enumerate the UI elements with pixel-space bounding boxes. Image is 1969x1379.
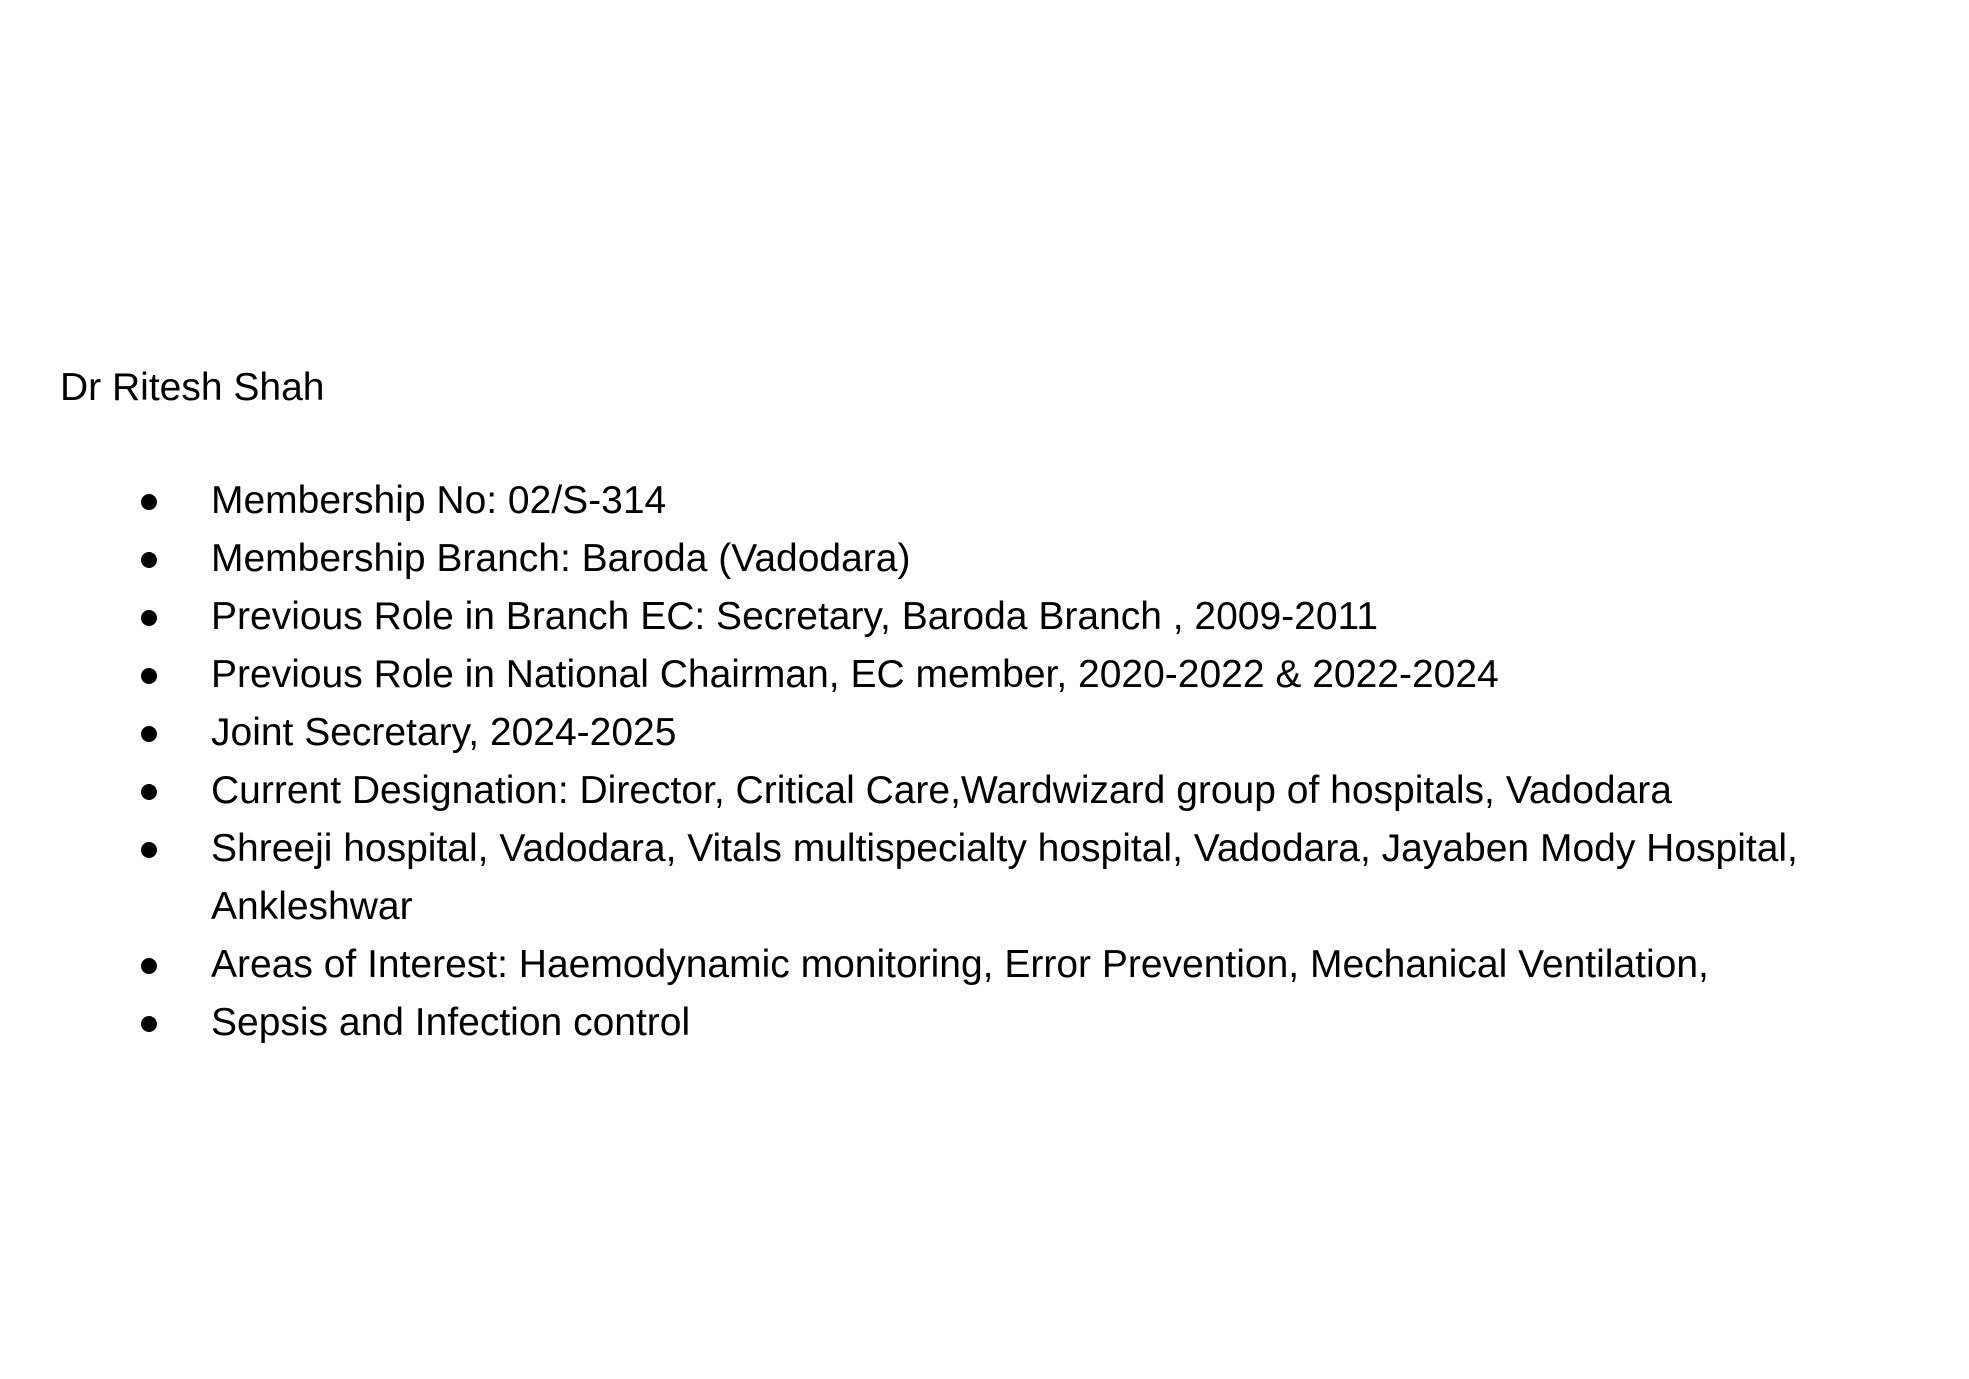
areas-of-interest: Areas of Interest: Haemodynamic monitoring, Error Prevention, Mechanical Ventilation, — [211, 943, 1709, 986]
bullet-icon — [141, 958, 157, 974]
previous-national-role: Previous Role in National Chairman, EC member, 2020-2022 & 2022-2024 — [211, 653, 1499, 696]
list-item — [0, 820, 1969, 936]
previous-branch-role: Previous Role in Branch EC: Secretary, Baroda Branch , 2009-2011 — [211, 595, 1379, 638]
membership-branch: Membership Branch: Baroda (Vadodara) — [211, 537, 911, 580]
details-list — [0, 472, 1969, 1052]
bullet-icon — [141, 726, 157, 742]
current-designation: Current Designation: Director, Critical Care,Wardwizard group of hospitals, Vadodara — [211, 769, 1672, 812]
sepsis-infection-control: Sepsis and Infection control — [211, 1001, 691, 1044]
bullet-icon — [141, 784, 157, 800]
list-item — [0, 994, 1969, 1052]
hospitals: Shreeji hospital, Vadodara, Vitals multispecialty hospital, Vadodara, Jayaben Mody Hospital, Ankleshwar — [211, 827, 1798, 928]
list-item — [0, 762, 1969, 820]
bullet-icon — [141, 668, 157, 684]
bullet-icon — [141, 1016, 157, 1032]
joint-secretary-role: Joint Secretary, 2024-2025 — [211, 711, 677, 754]
bullet-icon — [141, 494, 157, 510]
list-item — [0, 936, 1969, 994]
membership-number: Membership No: 02/S-314 — [211, 479, 667, 522]
bullet-icon — [141, 552, 157, 568]
list-item — [0, 588, 1969, 646]
bullet-icon — [141, 842, 157, 858]
list-item — [0, 704, 1969, 762]
bullet-icon — [141, 610, 157, 626]
list-item — [0, 472, 1969, 530]
list-item — [0, 530, 1969, 588]
person-name: Dr Ritesh Shah — [60, 366, 325, 409]
list-item — [0, 646, 1969, 704]
